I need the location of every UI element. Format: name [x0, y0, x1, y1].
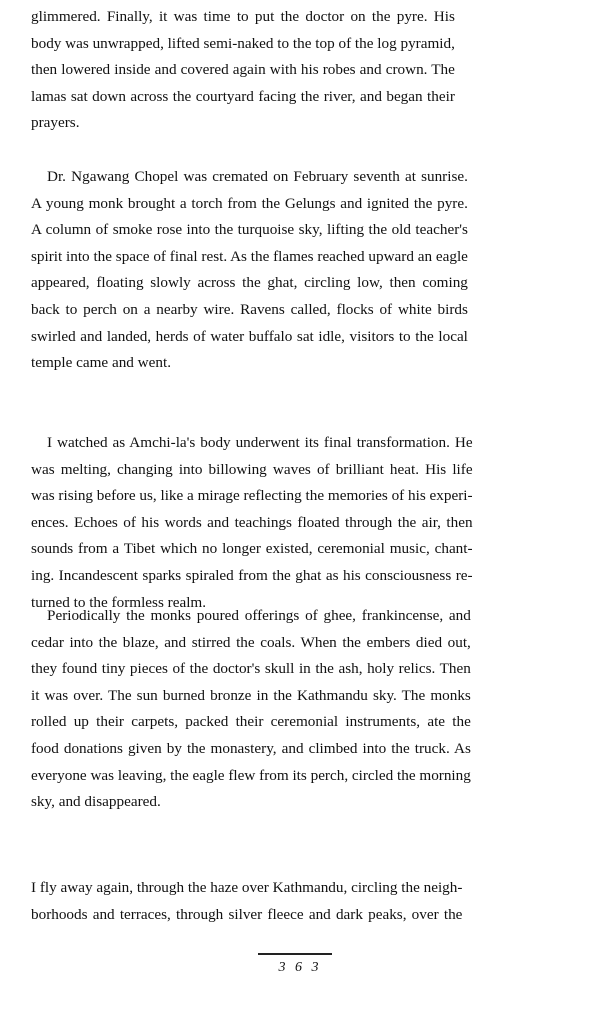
- text-line: I watched as Amchi-la's body underwent its final transformation. He: [47, 434, 473, 451]
- text-line: rolled up their carpets, packed their ceremonial instruments, ate the: [31, 713, 471, 731]
- text-line: everyone was leaving, the eagle flew from its perch, circled the morning: [31, 766, 471, 784]
- text-line: Dr. Ngawang Chopel was cremated on February seventh at sunrise.: [47, 168, 468, 185]
- text-line: prayers.: [31, 114, 80, 132]
- paragraph-offerings: [31, 603, 471, 816]
- text-line: sky, and disappeared.: [31, 793, 161, 811]
- text-line: temple came and went.: [31, 354, 172, 372]
- text-line: spirit into the space of final rest. As the flames reached upward an eagle: [31, 247, 468, 265]
- text-line: cedar into the blaze, and stirred the coals. When the embers died out,: [31, 633, 471, 651]
- page-number: 3 6 3: [278, 960, 322, 975]
- paragraph-fly-away: [31, 875, 462, 928]
- paragraph-cremation-preparation: [31, 4, 455, 137]
- text-line: appeared, floating slowly across the ghat, circling low, then coming: [31, 274, 468, 292]
- text-line: food donations given by the monastery, and climbed into the truck. As: [31, 739, 471, 757]
- text-line: turned to the formless realm.: [31, 593, 207, 611]
- text-line: borhoods and terraces, through silver fleece and dark peaks, over the: [31, 905, 463, 923]
- text-line: back to perch on a nearby wire. Ravens called, flocks of white birds: [31, 300, 468, 318]
- text-line: then lowered inside and covered again with his robes and crown. The: [31, 61, 455, 79]
- page-number-rule: [258, 953, 332, 955]
- text-line: ing. Incandescent sparks spiraled from the ghat as his consciousness re-: [31, 566, 473, 584]
- text-line: glimmered. Finally, it was time to put the doctor on the pyre. His: [31, 8, 455, 25]
- text-line: A column of smoke rose into the turquoise sky, lifting the old teacher's: [31, 221, 468, 239]
- text-line: they found tiny pieces of the doctor's skull in the ash, holy relics. Then: [31, 660, 471, 678]
- paragraph-cremation: [31, 164, 468, 377]
- text-line: lamas sat down across the courtyard facing the river, and began their: [31, 87, 455, 105]
- text-line: body was unwrapped, lifted semi-naked to the top of the log pyramid,: [31, 34, 455, 52]
- text-line: A young monk brought a torch from the Gelungs and ignited the pyre.: [31, 194, 468, 212]
- text-line: swirled and landed, herds of water buffalo sat idle, visitors to the local: [31, 327, 468, 345]
- text-line: was melting, changing into billowing waves of brilliant heat. His life: [31, 460, 473, 478]
- paragraph-transformation: [31, 430, 473, 616]
- text-line: was rising before us, like a mirage reflecting the memories of his experi-: [31, 487, 473, 505]
- text-line: it was over. The sun burned bronze in the Kathmandu sky. The monks: [31, 686, 471, 704]
- text-line: ences. Echoes of his words and teachings floated through the air, then: [31, 513, 473, 531]
- text-line: I fly away again, through the haze over Kathmandu, circling the neigh-: [31, 879, 463, 896]
- text-line: Periodically the monks poured offerings of ghee, frankincense, and: [47, 607, 471, 624]
- text-line: sounds from a Tibet which no longer existed, ceremonial music, chant-: [31, 540, 473, 558]
